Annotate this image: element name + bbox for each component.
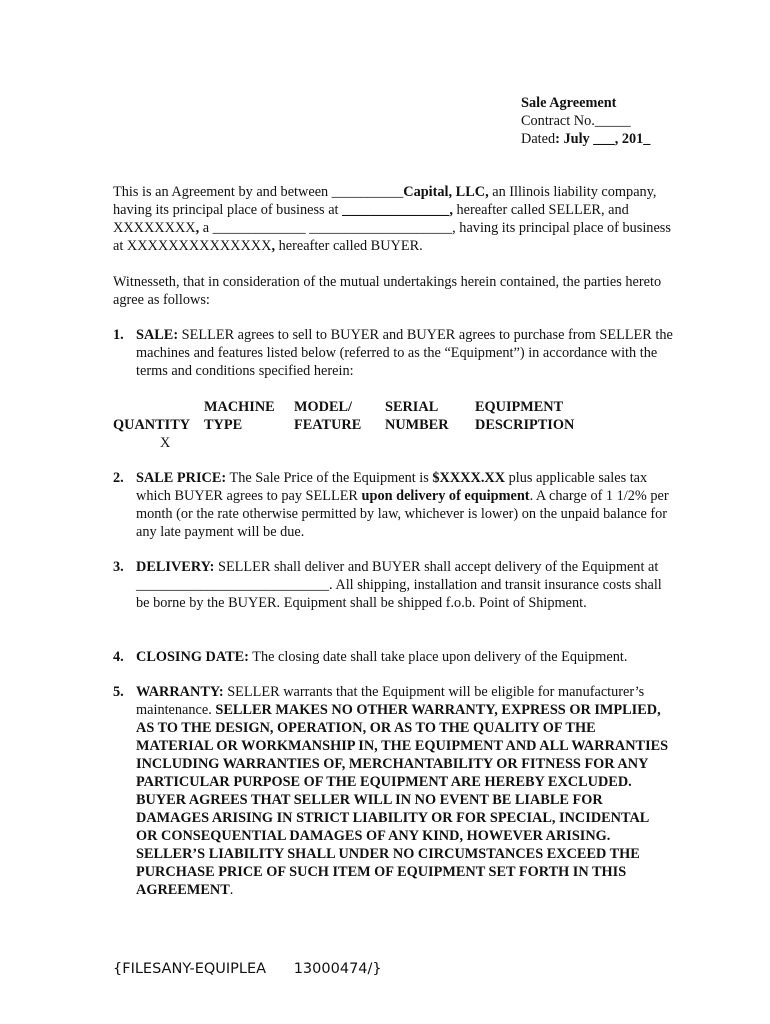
section-number: 3. xyxy=(113,559,124,575)
intro-paragraph xyxy=(113,183,673,255)
section-heading: DELIVERY: xyxy=(136,559,215,575)
agreement-header xyxy=(521,94,741,148)
section-text: SELLER shall deliver and BUYER shall accept delivery of the Equipment at ___________________________. All shipping, installation and transit insurance costs shall be borne by the BUYER. Equipment shall be shipped f.o.b. Point of Shipment. xyxy=(136,559,662,611)
seller-address-blank: _______________, xyxy=(342,202,453,218)
intro-text-5: hereafter called BUYER. xyxy=(275,238,423,254)
document-footer-id: {FILESANY-EQUIPLEA 13000474/} xyxy=(113,961,382,977)
section-text: . A charge of 1 1/2% per month (or the rate otherwise permitted by law, whichever is lower) on the unpaid balance for any late payment will be due. xyxy=(136,488,669,540)
section-number: 2. xyxy=(113,470,124,486)
section-text: The Sale Price of the Equipment is xyxy=(226,470,433,486)
intro-comma-1: , xyxy=(195,220,200,236)
seller-company-name: Capital, LLC, xyxy=(403,184,489,200)
col-model-line1: MODEL/ xyxy=(294,399,352,415)
intro-text-1: This is an Agreement by and between __________ xyxy=(113,184,404,200)
col-quantity: QUANTITY xyxy=(113,417,191,433)
section-text: . xyxy=(229,882,234,898)
section-text: SELLER agrees to sell to BUYER and BUYER agrees to purchase from SELLER the machines and features listed below (referred to as the “Equipment”) in accordance with the terms and conditions specified herein: xyxy=(136,327,673,379)
dated-line xyxy=(521,130,741,148)
dated-value: : July ___, 201_ xyxy=(555,131,651,147)
document-title: Sale Agreement xyxy=(521,95,617,111)
section-text: plus applicable sales tax which BUYER agrees to pay SELLER xyxy=(136,470,648,504)
sale-price-value: $XXXX.XX xyxy=(432,470,506,486)
witnesseth-paragraph: Witnesseth, that in consideration of the mutual undertakings herein contained, the parties hereto agree as follows: xyxy=(113,274,662,308)
col-equipment-line1: EQUIPMENT xyxy=(475,399,564,415)
section-number: 1. xyxy=(113,327,124,343)
intro-text-2: an Illinois liability company, having its principal place of business at xyxy=(113,184,657,218)
section-number: 5. xyxy=(113,684,124,700)
col-machine-line2: TYPE xyxy=(204,417,243,433)
col-equipment-line2: DESCRIPTION xyxy=(475,417,575,433)
col-serial-line1: SERIAL xyxy=(385,399,439,415)
warranty-disclaimer: SELLER MAKES NO OTHER WARRANTY, EXPRESS OR IMPLIED, AS TO THE DESIGN, OPERATION, OR AS TO THE QUALITY OF THE MATERIAL OR WORKMANSHIP IN, THE EQUIPMENT AND ALL WARRANTIES INCLUDING WARRANTIES OF, MERCHANTABILITY OR FITNESS FOR ANY PARTICULAR PURPOSE OF THE EQUIPMENT ARE HEREBY EXCLUDED. BUYER AGREES THAT SELLER WILL IN NO EVENT BE LIABLE FOR DAMAGES ARISING IN STRICT LIABILITY OR FOR SPECIAL, INCIDENTAL OR CONSEQUENTIAL DAMAGES OF ANY KIND, HOWEVER ARISING. SELLER’S LIABILITY SHALL UNDER NO CIRCUMSTANCES EXCEED THE PURCHASE PRICE OF SUCH ITEM OF EQUIPMENT SET FORTH IN THIS AGREEMENT xyxy=(136,702,669,898)
intro-comma-2: , xyxy=(271,238,276,254)
section-heading: SALE PRICE: xyxy=(136,470,227,486)
dated-label: Dated xyxy=(521,131,556,147)
section-closing-date xyxy=(113,648,673,666)
section-heading: WARRANTY: xyxy=(136,684,224,700)
col-model-line2: FEATURE xyxy=(294,417,362,433)
section-delivery xyxy=(113,558,673,612)
col-machine-line1: MACHINE xyxy=(204,399,275,415)
section-number: 4. xyxy=(113,649,124,665)
section-sale-price xyxy=(113,469,673,541)
contract-number: Contract No._____ xyxy=(521,113,631,129)
section-text: The closing date shall take place upon delivery of the Equipment. xyxy=(248,649,628,665)
row-quantity-value: X xyxy=(160,435,171,451)
section-text: SELLER warrants that the Equipment will be eligible for manufacturer’s maintenance. xyxy=(136,684,645,718)
equipment-table xyxy=(113,398,673,454)
section-warranty xyxy=(113,683,673,899)
col-serial-line2: NUMBER xyxy=(385,417,449,433)
section-sale xyxy=(113,326,673,380)
payment-term: upon delivery of equipment xyxy=(361,488,530,504)
section-heading: SALE: xyxy=(136,327,179,343)
intro-text-4: a _____________ ____________________, having its principal place of business at XXXXXXXXXXXXXX xyxy=(113,220,671,254)
intro-text-3: hereafter called SELLER, and XXXXXXXX xyxy=(113,202,629,236)
section-heading: CLOSING DATE: xyxy=(136,649,249,665)
